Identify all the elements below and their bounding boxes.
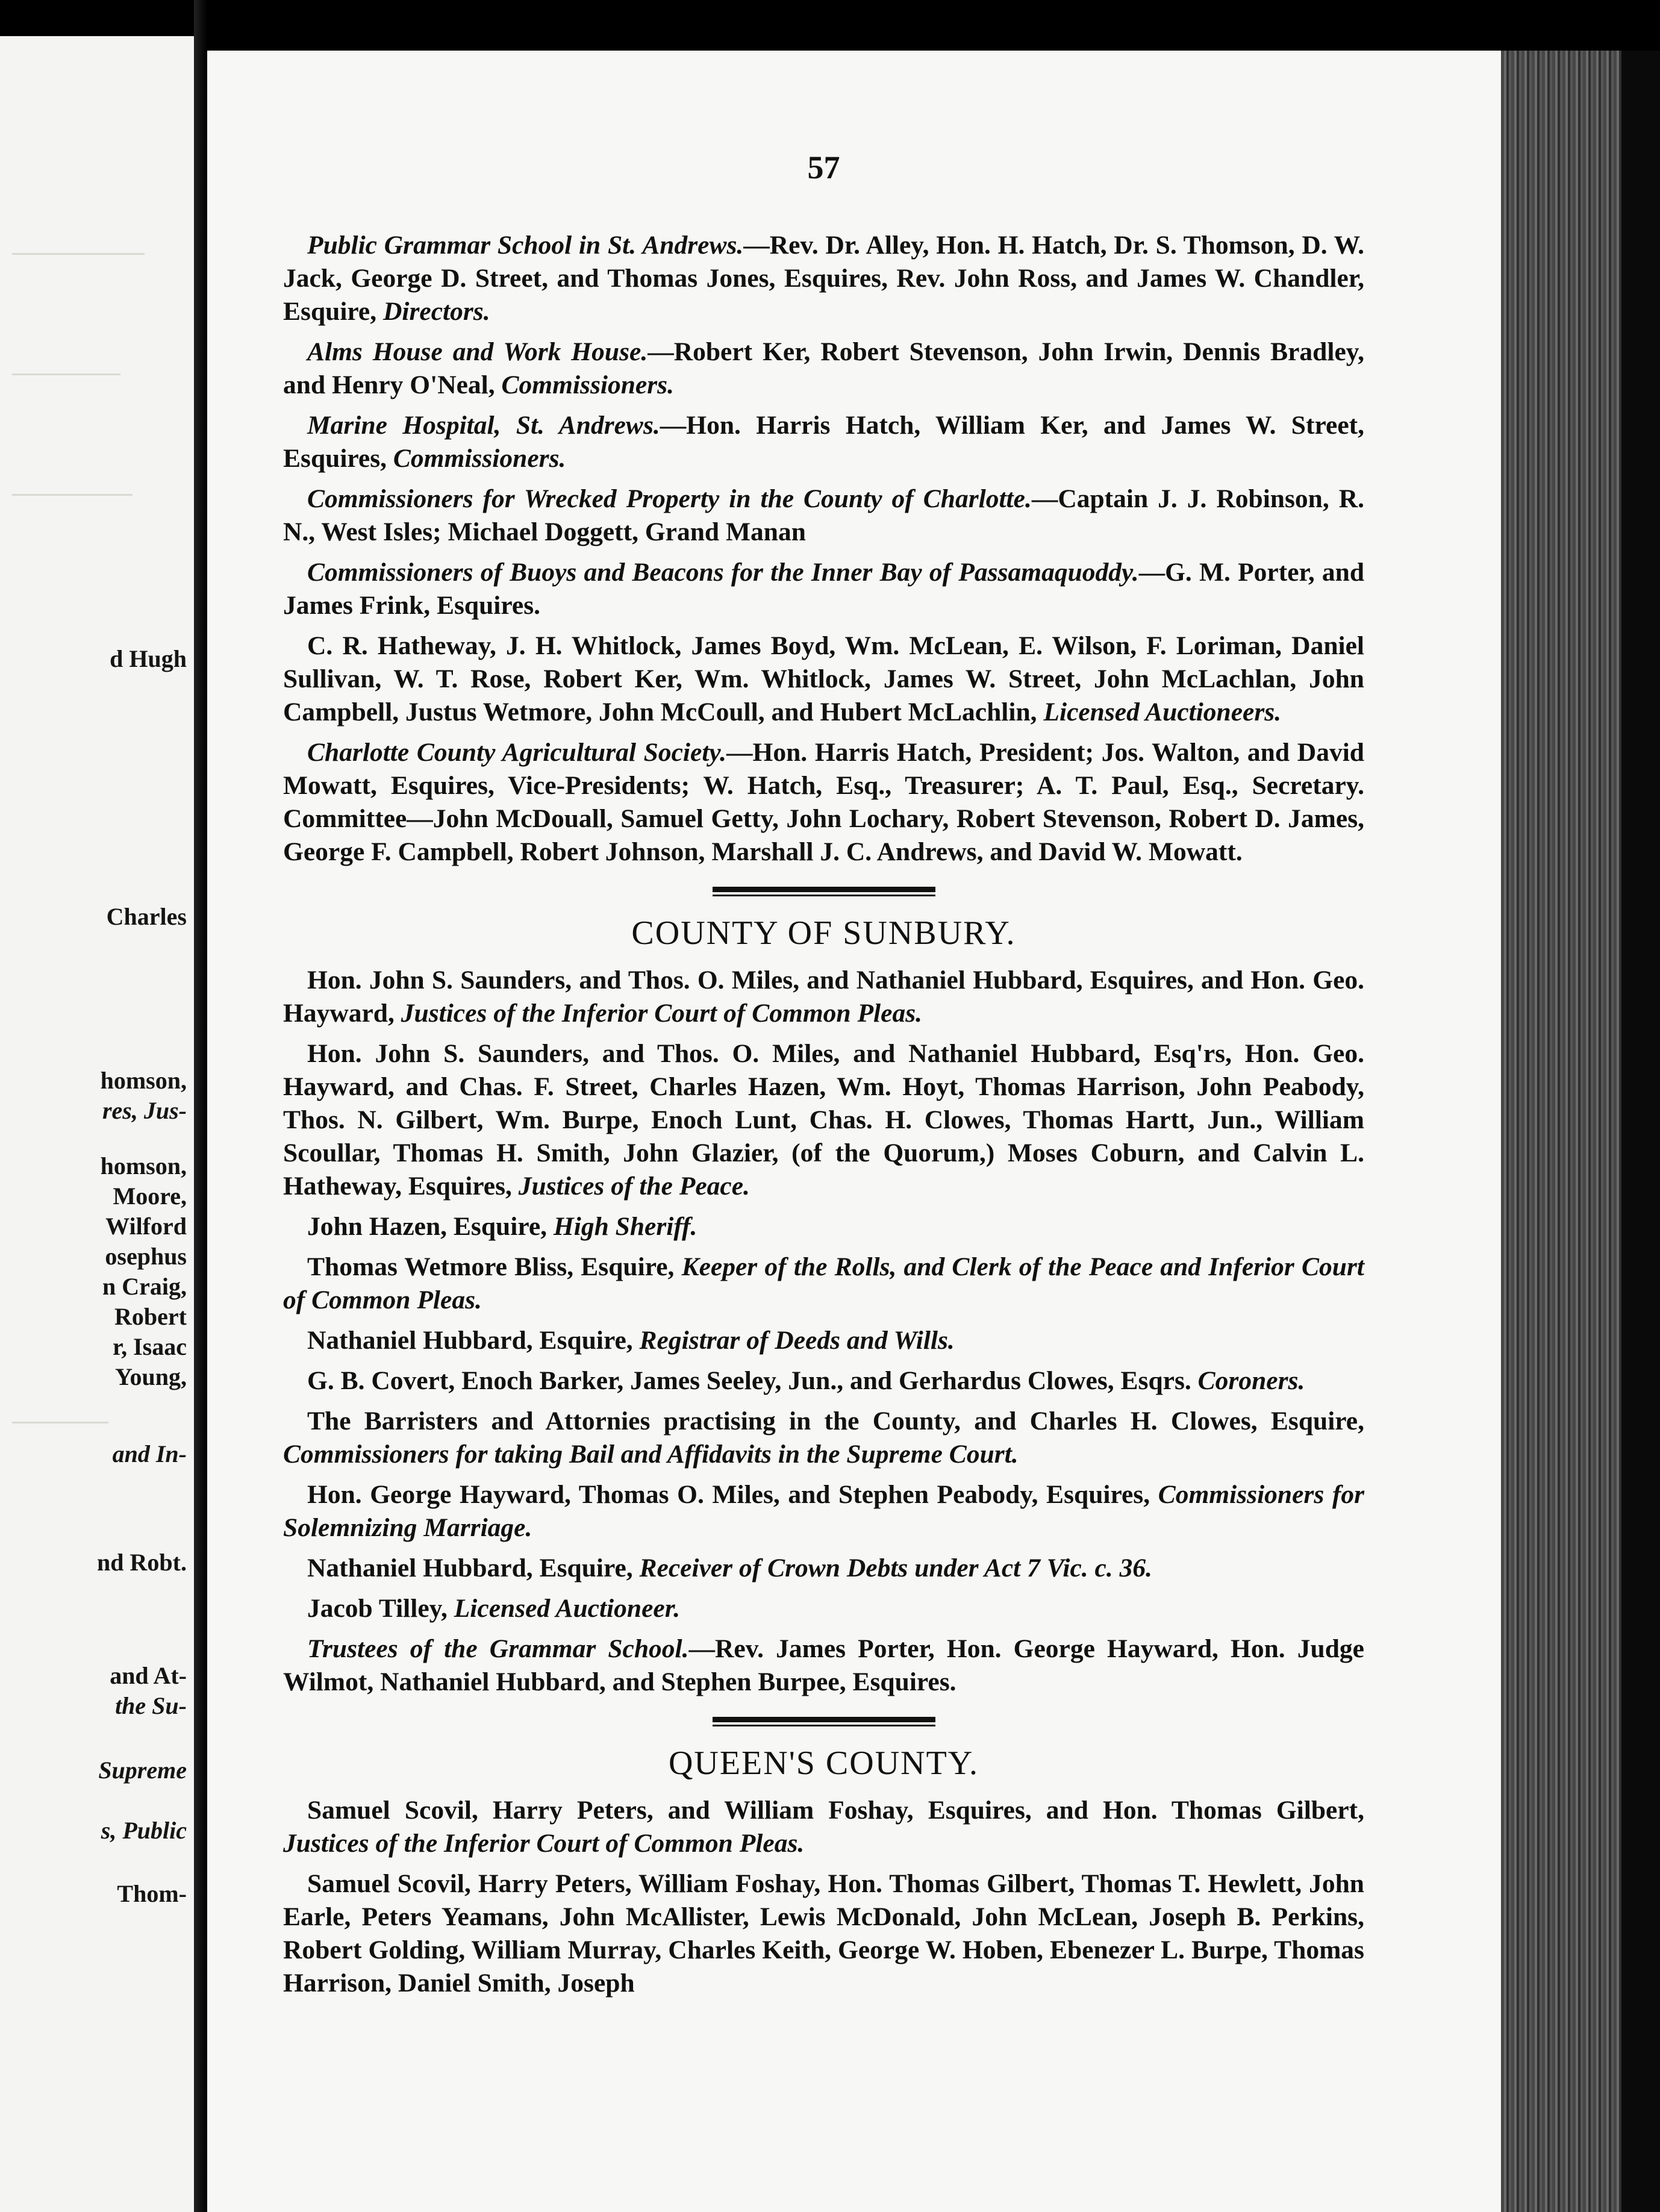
paragraph xyxy=(283,630,1364,729)
paragraph xyxy=(283,1794,1364,1860)
facing-fragment: Charles xyxy=(106,903,187,930)
paragraph xyxy=(283,336,1364,402)
paragraph-heading: Public Grammar School in St. Andrews. xyxy=(307,231,744,260)
paragraph-body: Samuel Scovil, Harry Peters, and William Foshay, Esquires, and Hon. Thomas Gilbert, xyxy=(307,1796,1364,1825)
paragraph-body: John Hazen, Esquire, xyxy=(307,1212,554,1241)
paragraph-heading: Commissioners for Wrecked Property in the County of Charlotte. xyxy=(307,484,1032,513)
paragraph-office: Justices of the Inferior Court of Common Pleas. xyxy=(401,999,922,1028)
paragraph-body: —G. M. Porter, and James Frink, Esquires. xyxy=(283,558,1365,620)
paragraph-body: Hon. John S. Saunders, and Thos. O. Miles, and Nathaniel Hubbard, Esquires, and Hon. Geo. Hayward, xyxy=(283,966,1364,1028)
facing-fragment: Young, xyxy=(115,1363,187,1390)
page-stack-edge xyxy=(1501,51,1621,2212)
paragraph-office: Commissioners for taking Bail and Affidavits in the Supreme Court. xyxy=(283,1440,1019,1469)
paragraph-heading: Alms House and Work House. xyxy=(307,337,648,366)
faded-line xyxy=(12,253,145,255)
facing-fragment: and At- xyxy=(110,1662,187,1689)
faded-line xyxy=(12,1422,108,1423)
paragraph xyxy=(283,1592,1364,1625)
faded-line xyxy=(12,494,133,496)
paragraph-office: Directors. xyxy=(383,297,490,326)
paragraph-body: —Hon. Harris Hatch, William Ker, and James W. Street, Esquires, xyxy=(283,411,1364,473)
paragraph xyxy=(283,229,1364,328)
book-gutter xyxy=(194,0,207,2212)
paragraph xyxy=(283,1478,1364,1545)
queens-county-section xyxy=(283,1745,1364,2000)
facing-fragment: Moore, xyxy=(113,1183,187,1210)
paragraph xyxy=(283,1867,1364,2000)
paragraph-office: Licensed Auctioneer. xyxy=(454,1594,681,1623)
section-title: COUNTY OF SUNBURY. xyxy=(631,914,1016,952)
paragraph xyxy=(283,1552,1364,1585)
paragraph xyxy=(283,1210,1364,1243)
facing-fragment: homson, xyxy=(100,1152,187,1179)
section-divider xyxy=(283,1717,1364,1726)
facing-fragment: the Su- xyxy=(115,1692,187,1719)
section-title: QUEEN'S COUNTY. xyxy=(668,1745,979,1782)
paragraph-body: Hon. George Hayward, Thomas O. Miles, and Stephen Peabody, Esquires, xyxy=(307,1480,1158,1509)
paragraph-body: Hon. John S. Saunders, and Thos. O. Miles, and Nathaniel Hubbard, Esq'rs, Hon. Geo. Hayward, and Chas. F. Street, Charles Hazen, Wm. Hoyt, Thomas Harrison, John Peabody, Thos. N. Gilbert, Wm. Burpe, Enoch Lunt, Chas. H. Clowes, Thomas Hartt, Jun., William Scoullar, Thomas H. Smith, John Glazier, (of the Quorum,) Moses Coburn, and Calvin L. Hatheway, Esquires, xyxy=(283,1039,1364,1201)
paragraph-heading: Commissioners of Buoys and Beacons for the Inner Bay of Passamaquoddy. xyxy=(307,558,1139,587)
paragraph-office: Keeper of the Rolls, and Clerk of the Peace and Inferior Court of Common Pleas. xyxy=(283,1252,1365,1314)
facing-fragment: r, Isaac xyxy=(113,1333,187,1360)
faded-line xyxy=(12,373,120,375)
paragraph xyxy=(283,483,1364,549)
facing-fragment: res, Jus- xyxy=(102,1097,187,1124)
paragraph-body: Nathaniel Hubbard, Esquire, xyxy=(307,1554,640,1582)
facing-fragment: d Hugh xyxy=(110,645,187,672)
paragraph xyxy=(283,1251,1364,1317)
paragraph-office: Coroners. xyxy=(1197,1366,1305,1395)
page-content xyxy=(283,149,1364,2007)
section-divider xyxy=(283,887,1364,896)
paragraph-office: Commissioners for Solemnizing Marriage. xyxy=(283,1480,1364,1542)
paragraph-heading: Trustees of the Grammar School. xyxy=(307,1634,689,1663)
paragraph xyxy=(283,1632,1364,1699)
paragraph-body: The Barristers and Attornies practising in the County, and Charles H. Clowes, Esquire, xyxy=(307,1407,1364,1436)
facing-page-edge xyxy=(0,36,194,2212)
paragraph-office: Licensed Auctioneers. xyxy=(1043,698,1282,726)
facing-fragment: Thom- xyxy=(117,1880,187,1907)
paragraph-office: Receiver of Crown Debts under Act 7 Vic. c. 36. xyxy=(639,1554,1152,1582)
facing-fragment: n Craig, xyxy=(102,1273,187,1300)
paragraph xyxy=(283,409,1364,475)
paragraph-office: Commissioners. xyxy=(393,444,566,473)
paragraph-body: Nathaniel Hubbard, Esquire, xyxy=(307,1326,640,1355)
paragraph-body: —Rev. James Porter, Hon. George Hayward, Hon. Judge Wilmot, Nathaniel Hubbard, and Stephen Burpee, Esquires. xyxy=(283,1634,1364,1696)
sunbury-county-section xyxy=(283,914,1364,1699)
paragraph-body: —Captain J. J. Robinson, R. N., West Isles; Michael Doggett, Grand Manan xyxy=(283,484,1364,546)
paragraph-office: Justices of the Peace. xyxy=(518,1172,750,1201)
paragraph-heading: Charlotte County Agricultural Society. xyxy=(307,738,726,767)
paragraph xyxy=(283,556,1364,622)
paragraph-body: C. R. Hatheway, J. H. Whitlock, James Boyd, Wm. McLean, E. Wilson, F. Loriman, Daniel Sullivan, W. T. Rose, Robert Ker, Wm. Whitlock, James W. Street, John McLachlan, John Campbell, Justus Wetmore, John McCoull, and Hubert McLachlin, xyxy=(283,631,1364,726)
paragraph-body: Thomas Wetmore Bliss, Esquire, xyxy=(307,1252,682,1281)
paragraph xyxy=(283,1405,1364,1471)
facing-fragment: nd Robt. xyxy=(97,1549,187,1576)
page-number: 57 xyxy=(807,149,840,186)
facing-fragment: and In- xyxy=(112,1440,187,1467)
facing-fragment: Wilford xyxy=(105,1213,187,1240)
paragraph-office: Commissioners. xyxy=(501,370,674,399)
edge-shadow xyxy=(1621,51,1660,2212)
paragraph-body: Jacob Tilley, xyxy=(307,1594,454,1623)
charlotte-county-section xyxy=(283,229,1364,869)
paragraph xyxy=(283,1324,1364,1357)
paragraph-office: Justices of the Inferior Court of Common Pleas. xyxy=(283,1829,805,1858)
paragraph-body: —Rev. Dr. Alley, Hon. H. Hatch, Dr. S. Thomson, D. W. Jack, George D. Street, and Thomas Jones, Esquires, Rev. John Ross, and James W. Chandler, Esquire, xyxy=(283,231,1364,326)
facing-fragment: s, Public xyxy=(101,1817,187,1844)
paragraph xyxy=(283,736,1364,869)
paragraph-office: High Sheriff. xyxy=(553,1212,697,1241)
paragraph-body: —Hon. Harris Hatch, President; Jos. Walton, and David Mowatt, Esquires, Vice-Presidents; W. Hatch, Esq., Treasurer; A. T. Paul, Esq., Secretary. Committee—John McDouall, Samuel Getty, John Lochary, Robert Stevenson, Robert D. James, George F. Campbell, Robert Johnson, Marshall J. C. Andrews, and David W. Mowatt. xyxy=(283,738,1364,866)
paragraph-body: Samuel Scovil, Harry Peters, William Foshay, Hon. Thomas Gilbert, Thomas T. Hewlett, John Earle, Peters Yeamans, John McAllister, Lewis McDonald, John McLean, Joseph B. Perkins, Robert Golding, William Murray, Charles Keith, George W. Hoben, Ebenezer L. Burpe, Thomas Harrison, Daniel Smith, Joseph xyxy=(283,1869,1364,1998)
paragraph-heading: Marine Hospital, St. Andrews. xyxy=(307,411,660,440)
paragraph-body: G. B. Covert, Enoch Barker, James Seeley, Jun., and Gerhardus Clowes, Esqrs. xyxy=(307,1366,1198,1395)
facing-fragment: Supreme xyxy=(98,1757,187,1784)
paragraph xyxy=(283,964,1364,1030)
facing-fragment: homson, xyxy=(100,1067,187,1094)
paragraph-body: —Robert Ker, Robert Stevenson, John Irwin, Dennis Bradley, and Henry O'Neal, xyxy=(283,337,1364,399)
paragraph xyxy=(283,1037,1364,1203)
facing-fragment: osephus xyxy=(105,1243,187,1270)
paragraph xyxy=(283,1364,1364,1398)
facing-fragment: Robert xyxy=(114,1303,187,1330)
paragraph-office: Registrar of Deeds and Wills. xyxy=(639,1326,955,1355)
